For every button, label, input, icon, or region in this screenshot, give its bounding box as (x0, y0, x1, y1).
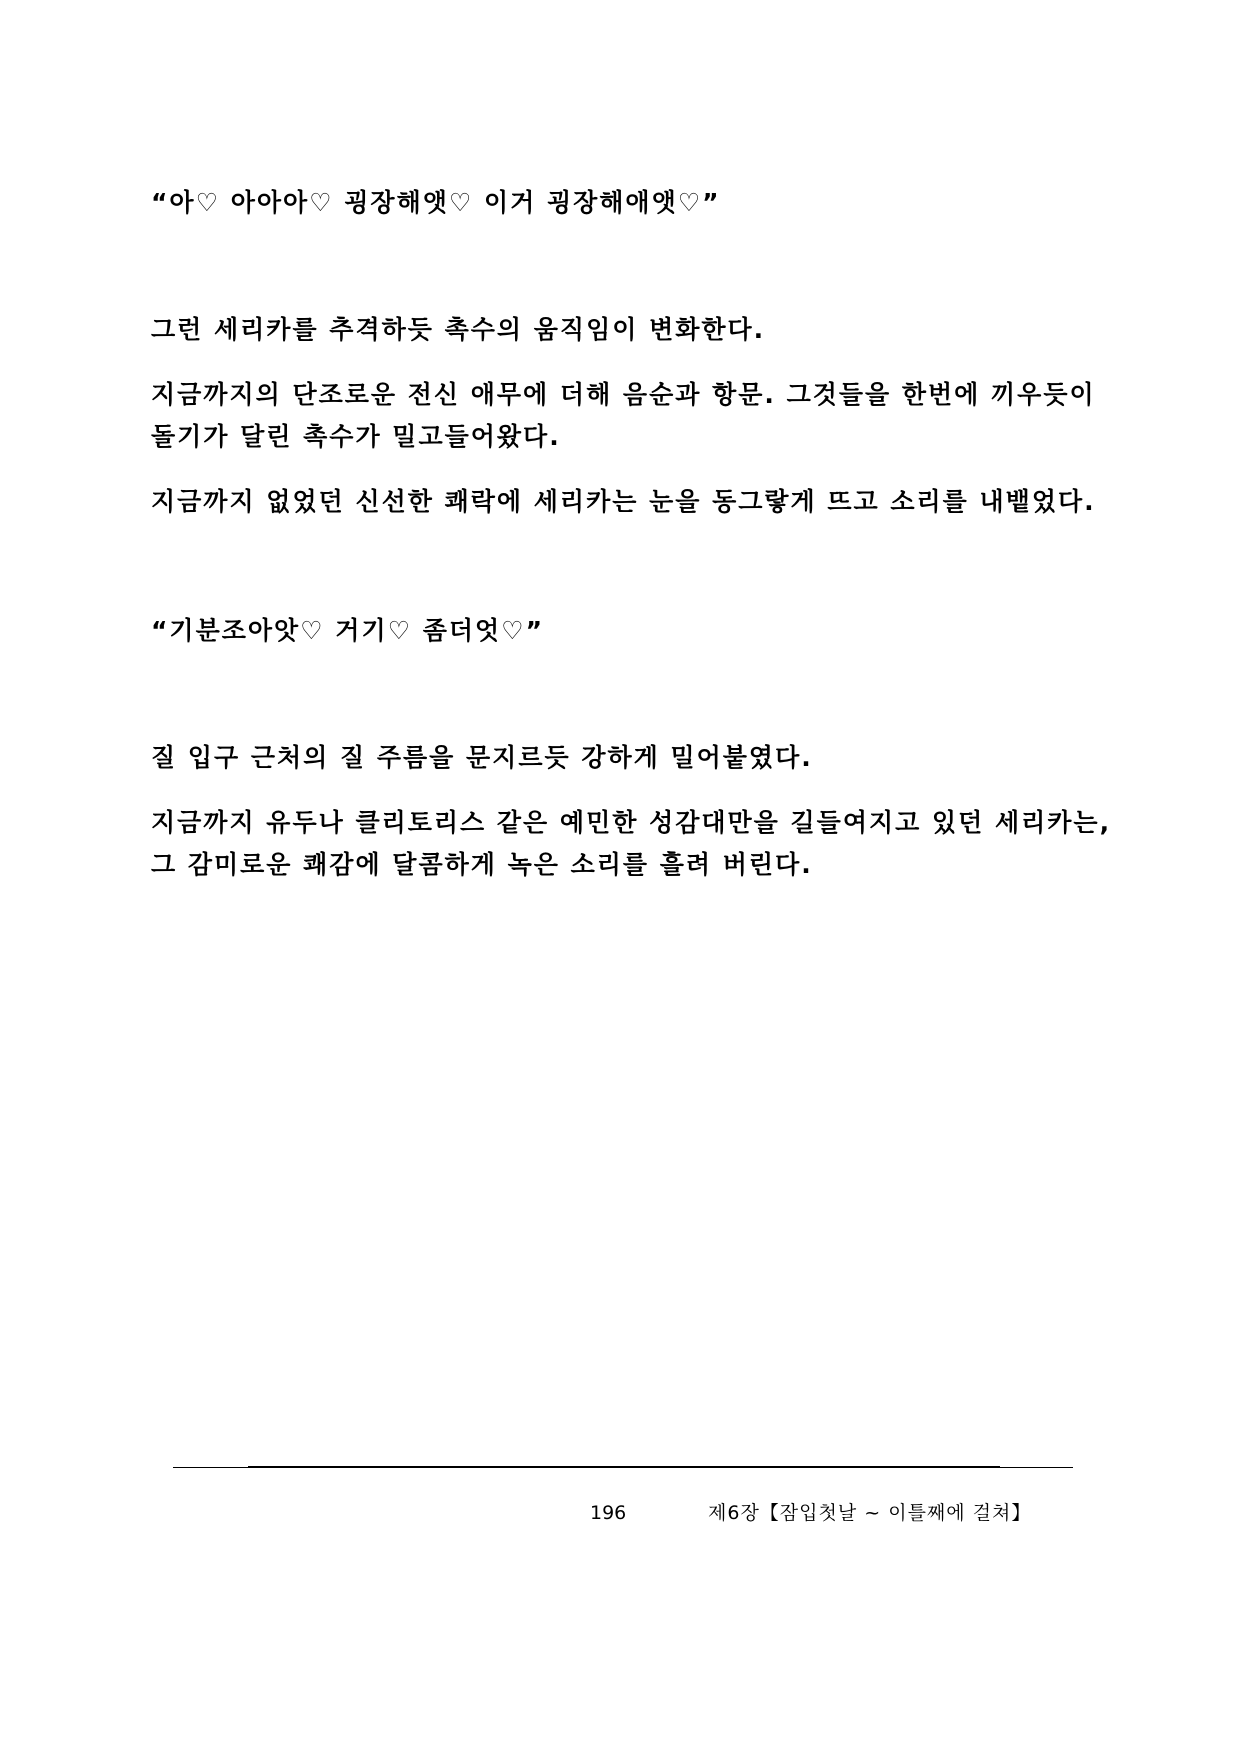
dialogue-line: “기분조아앗♡ 거기♡ 좀더엇♡” (151, 616, 545, 645)
dialogue-line: “아♡ 아아아♡ 굉장해앳♡ 이거 굉장해애앳♡” (151, 188, 721, 217)
chapter-title: 제6장【잠입첫날 ~ 이틀째에 걸쳐】 (708, 1502, 1032, 1524)
paragraph-line: 그런 세리카를 추격하듯 촉수의 움직임이 변화한다. (151, 315, 766, 344)
paragraph-line: 지금까지 유두나 클리토리스 같은 예민한 성감대만을 길들여지고 있던 세리카는, (151, 808, 1112, 837)
paragraph-line: 그 감미로운 쾌감에 달콤하게 녹은 소리를 흘려 버린다. (151, 850, 813, 879)
paragraph-line: 질 입구 근처의 질 주름을 문지르듯 강하게 밀어붙였다. (151, 743, 813, 772)
paragraph-line: 돌기가 달린 촉수가 밀고들어왔다. (151, 422, 561, 451)
page-number: 196 (590, 1502, 627, 1524)
paragraph-line: 지금까지의 단조로운 전신 애무에 더해 음순과 항문. 그것들을 한번에 끼우듯이 (151, 380, 1096, 409)
paragraph-line: 지금까지 없었던 신선한 쾌락에 세리카는 눈을 동그랗게 뜨고 소리를 내뱉었다. (151, 487, 1096, 516)
footer-divider-thick (248, 1466, 1000, 1468)
